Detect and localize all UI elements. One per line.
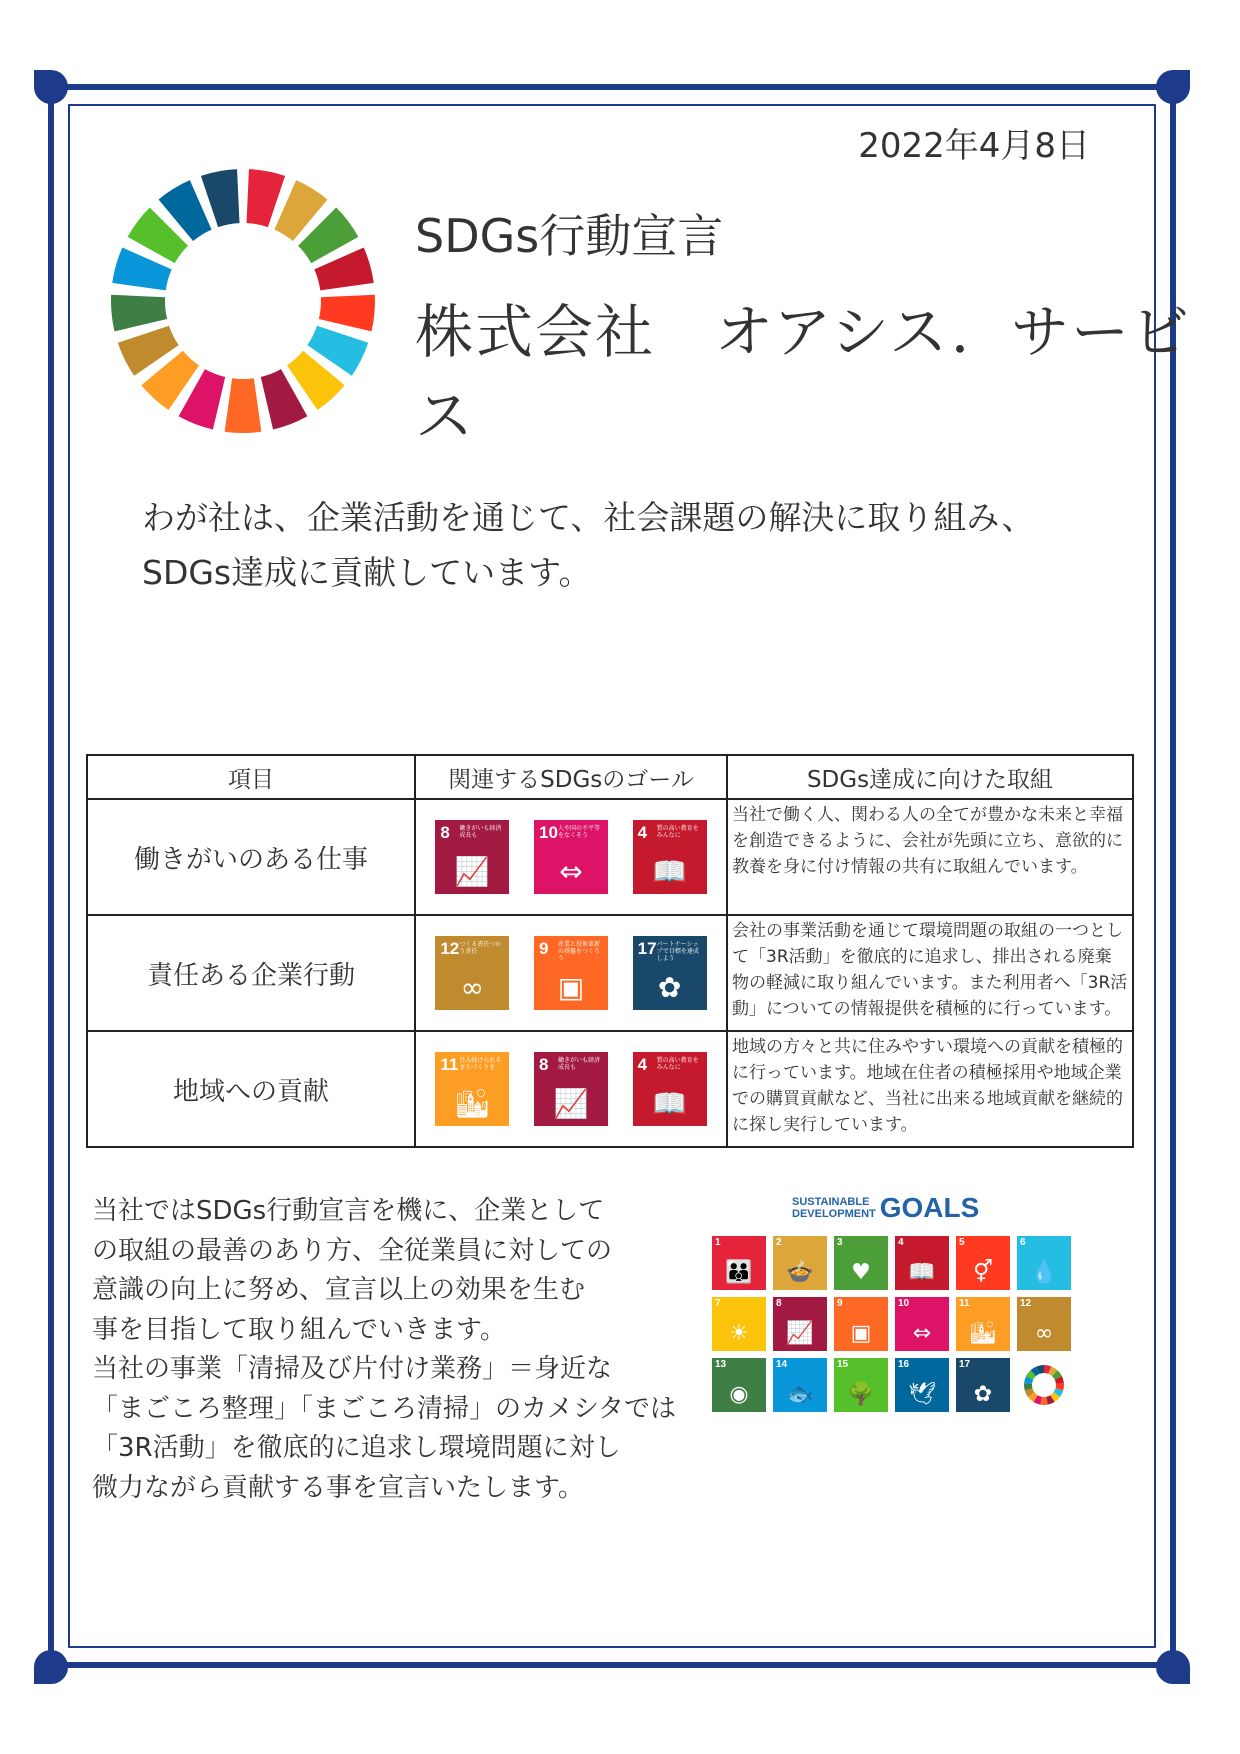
goal-number: 4 — [898, 1237, 904, 1248]
growth-chart-icon: 📈 — [454, 855, 490, 888]
sdg-goal-4-tile: 4 質の高い教育をみんなに 📖 — [633, 1052, 707, 1126]
row-goals — [415, 1031, 727, 1147]
goal-number: 15 — [837, 1359, 849, 1370]
sdg-goal-12-tile: 12 つくる責任つかう責任 ∞ — [435, 936, 509, 1010]
sdg-wheel-logo — [108, 166, 378, 436]
wheel-segment — [201, 169, 240, 227]
sustainable-label: SUSTAINABLE — [792, 1196, 870, 1208]
wheel-segment — [225, 378, 262, 433]
intro-line-2: SDGs達成に貢献しています。 — [142, 553, 592, 592]
goal-number: 5 — [959, 1237, 965, 1248]
open-book-icon: 📖 — [652, 1087, 688, 1120]
city-buildings-icon: 🏙 — [969, 1321, 997, 1346]
closing-line: 「3R活動」を徹底的に追求し環境問題に対し — [92, 1433, 621, 1463]
row-item: 働きがいのある仕事 — [87, 799, 415, 915]
goal-number: 17 — [959, 1359, 971, 1370]
eye-globe-icon: ◉ — [729, 1382, 749, 1407]
growth-chart-icon: 📈 — [786, 1321, 814, 1346]
sdg-goal-3-tile — [834, 1236, 888, 1290]
sdg-goal-14-tile — [773, 1358, 827, 1412]
table-row — [87, 799, 1133, 915]
table-row — [87, 1031, 1133, 1147]
intro-statement — [142, 490, 1034, 600]
sdg-goal-2-tile — [773, 1236, 827, 1290]
growth-chart-icon: 📈 — [553, 1087, 589, 1120]
sun-icon: ☀ — [729, 1321, 749, 1346]
sdgs-goals-header — [792, 1192, 979, 1224]
sdg-goal-7-tile — [712, 1297, 766, 1351]
flower-rings-icon: ✿ — [657, 971, 682, 1004]
sdg-goal-10-tile — [895, 1297, 949, 1351]
sdg-goal-16-tile — [895, 1358, 949, 1412]
company-name: 株式会社 オアシス．サービス — [415, 298, 1191, 450]
heartbeat-icon: ♥ — [851, 1260, 871, 1285]
corner-ornament-bottom-left — [34, 1650, 68, 1684]
equality-arrows-icon: ⇔ — [912, 1321, 932, 1346]
goal-number: 2 — [776, 1237, 782, 1248]
sdg-goal-8-tile: 8 働きがいも経済成長も 📈 — [534, 1052, 608, 1126]
sdg-mini-wheel-icon — [1017, 1358, 1071, 1412]
goal-number: 10 — [898, 1298, 910, 1309]
closing-line: 当社ではSDGs行動宣言を機に、企業として — [92, 1196, 605, 1226]
tree-icon: 🌳 — [847, 1382, 875, 1407]
sdg-goal-13-tile — [712, 1358, 766, 1412]
row-goals — [415, 915, 727, 1031]
goal-number: 12 — [1020, 1298, 1032, 1309]
intro-line-1: わが社は、企業活動を通じて、社会課題の解決に取り組み、 — [142, 498, 1035, 537]
people-icon: 👪 — [725, 1260, 753, 1285]
sdg-goal-6-tile — [1017, 1236, 1071, 1290]
sdg-goal-11-tile: 11 住み続けられるまちづくりを 🏙 — [435, 1052, 509, 1126]
row-action: 当社で働く人、関わる人の全てが豊かな未来と幸福を創造できるように、会社が先頭に立ち、意欲的に教養を身に付け情報の共有に取組んでいます。 — [727, 799, 1133, 915]
header-item: 項目 — [87, 755, 415, 799]
sdg-goal-4-tile: 4 質の高い教育をみんなに 📖 — [633, 820, 707, 894]
closing-line: の取組の最善のあり方、全従業員に対しての — [92, 1235, 613, 1266]
sdgs-goals-poster — [712, 1192, 1072, 1492]
closing-line: 事を目指して取り組んでいきます。 — [92, 1314, 506, 1345]
infinity-loop-icon: ∞ — [460, 971, 484, 1004]
sdg-goal-5-tile — [956, 1236, 1010, 1290]
sdg-goal-4-tile — [895, 1236, 949, 1290]
sdg-goal-1-tile — [712, 1236, 766, 1290]
bowl-icon: 🍲 — [786, 1260, 814, 1285]
row-goals — [415, 799, 727, 915]
goal-number: 9 — [837, 1298, 843, 1309]
row-item: 責任ある企業行動 — [87, 915, 415, 1031]
dove-icon: 🕊 — [908, 1382, 936, 1407]
sdg-goal-12-tile — [1017, 1297, 1071, 1351]
sdg-goal-8-tile — [773, 1297, 827, 1351]
development-label: DEVELOPMENT — [792, 1208, 876, 1220]
fish-icon: 🐟 — [786, 1382, 814, 1407]
sdg-goal-17-tile — [956, 1358, 1010, 1412]
sdg-goal-11-tile — [956, 1297, 1010, 1351]
stacked-cubes-icon: ▣ — [557, 971, 585, 1004]
goal-number: 3 — [837, 1237, 843, 1248]
closing-line: 微力ながら貢献する事を宣言いたします。 — [92, 1472, 584, 1503]
corner-ornament-top-left — [34, 70, 68, 104]
goal-number: 8 — [776, 1298, 782, 1309]
row-action: 地域の方々と共に住みやすい環境への貢献を積極的に行っています。地域在住者の積極採用や地域企業での購買貢献など、当社に出来る地域貢献を継続的に探し実行しています。 — [727, 1031, 1133, 1147]
goals-word: GOALS — [879, 1192, 980, 1223]
wheel-segment — [111, 295, 167, 332]
closing-line: 「まごころ整理」「まごころ清掃」のカメシタでは — [92, 1393, 676, 1424]
closing-statement — [92, 1192, 676, 1508]
row-action: 会社の事業活動を通じて環境問題の取組の一つとして「3R活動」を徹底的に追求し、排出される廃棄物の軽減に取り組んでいます。また利用者へ「3R活動」についての情報提供を積極的に行っています。 — [727, 915, 1133, 1031]
sdg-goal-10-tile: 10 人や国の不平等をなくそう ⇔ — [534, 820, 608, 894]
header-goals: 関連するSDGsのゴール — [415, 755, 727, 799]
sdg-goal-17-tile: 17 パートナーシップで目標を達成しよう ✿ — [633, 936, 707, 1010]
sdg-goal-9-tile: 9 産業と技術革新の基盤をつくろう ▣ — [534, 936, 608, 1010]
gender-icon: ⚥ — [973, 1260, 993, 1285]
flower-rings-icon: ✿ — [973, 1382, 993, 1407]
closing-line: 当社の事業「清掃及び片付け業務」＝身近な — [92, 1354, 613, 1384]
sdg-goal-9-tile — [834, 1297, 888, 1351]
infinity-loop-icon: ∞ — [1034, 1321, 1054, 1346]
wheel-segment — [247, 169, 286, 227]
sdg-goal-8-tile: 8 働きがいも経済成長も 📈 — [435, 820, 509, 894]
corner-ornament-bottom-right — [1156, 1650, 1190, 1684]
row-item: 地域への貢献 — [87, 1031, 415, 1147]
closing-line: 意識の向上に努め、宣言以上の効果を生む — [92, 1275, 585, 1305]
open-book-icon: 📖 — [908, 1260, 936, 1285]
wheel-segment — [319, 295, 375, 332]
sdg-tiles-grid — [712, 1236, 1071, 1412]
water-drop-icon: 💧 — [1030, 1260, 1058, 1285]
equality-arrows-icon: ⇔ — [559, 855, 583, 888]
table-header-row — [87, 755, 1133, 799]
table-row — [87, 915, 1133, 1031]
stacked-cubes-icon: ▣ — [850, 1321, 872, 1346]
corner-ornament-top-right — [1156, 70, 1190, 104]
header-action: SDGs達成に向けた取組 — [727, 755, 1133, 799]
sdg-goal-15-tile — [834, 1358, 888, 1412]
goal-number: 1 — [715, 1237, 721, 1248]
goal-number: 13 — [715, 1359, 727, 1370]
sdg-initiatives-table — [86, 754, 1134, 1148]
page-title: SDGs行動宣言 — [415, 209, 724, 263]
declaration-date: 2022年4月8日 — [858, 126, 1090, 166]
city-buildings-icon: 🏙 — [454, 1087, 491, 1120]
goal-number: 11 — [959, 1298, 970, 1309]
goal-number: 16 — [898, 1359, 910, 1370]
goal-number: 14 — [776, 1359, 788, 1370]
goal-number: 7 — [715, 1298, 721, 1309]
goal-number: 6 — [1020, 1237, 1026, 1248]
open-book-icon: 📖 — [652, 855, 688, 888]
